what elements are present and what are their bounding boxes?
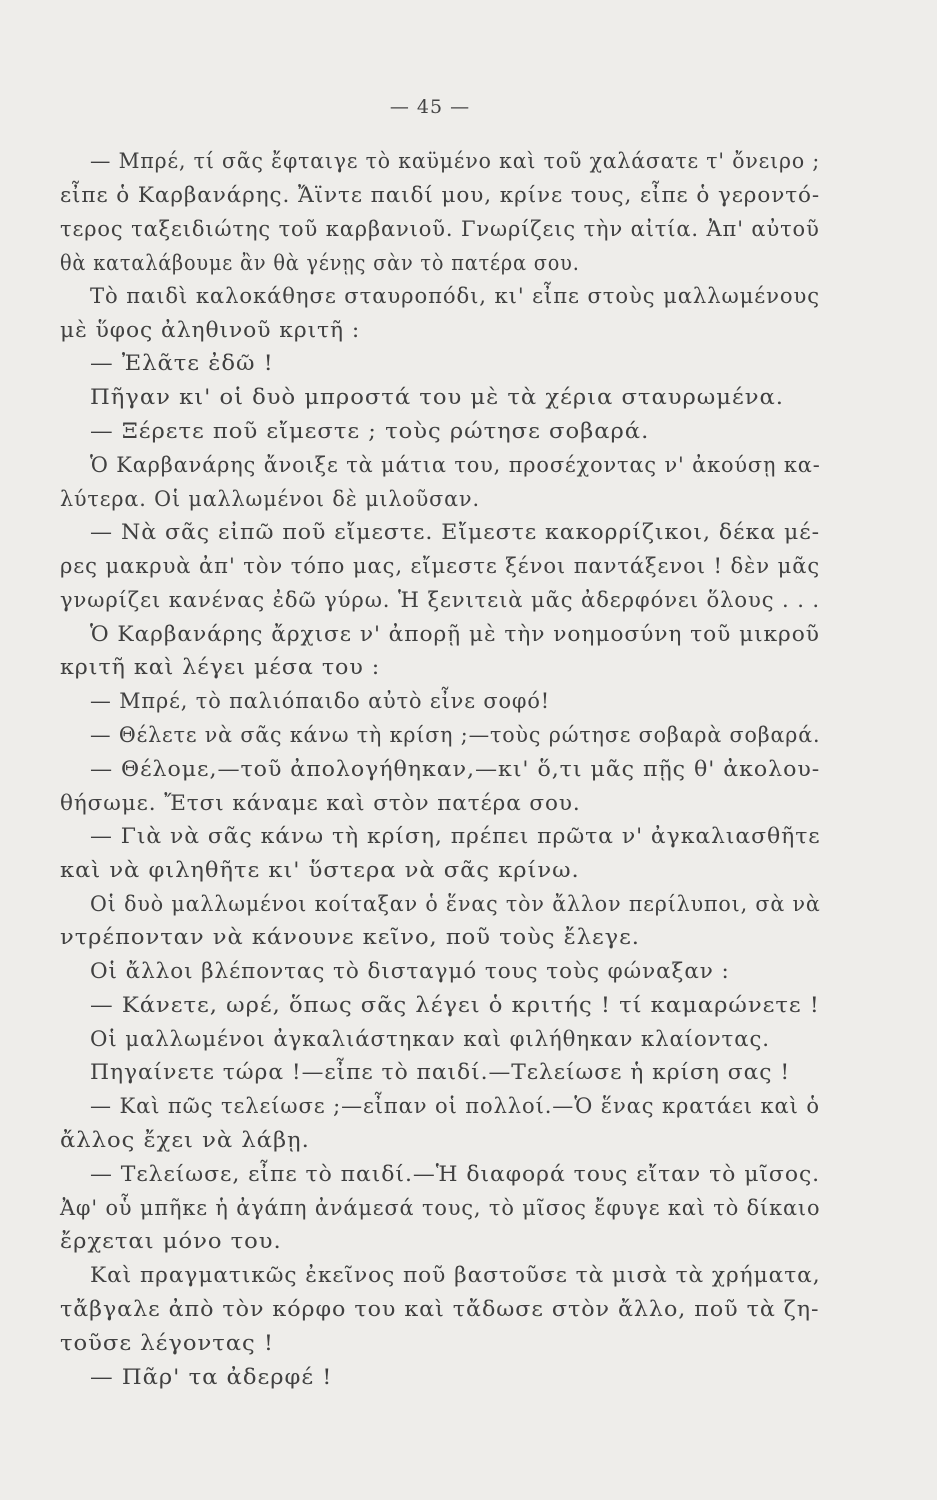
text-line: — Γιὰ νὰ σᾶς κάνω τὴ κρίση, πρέπει πρῶτα ν' ἀγκαλιασθῆτε bbox=[90, 824, 821, 848]
text-line: γνωρίζει κανένας ἐδῶ γύρω. Ἡ ξενιτειὰ μᾶς ἀδερφόνει ὅλους . . . bbox=[60, 588, 821, 612]
text-line: — Κάνετε, ωρέ, ὅπως σᾶς λέγει ὁ κριτής ! τί καμαρώνετε ! bbox=[90, 993, 820, 1017]
text-line: Πηγαίνετε τώρα !—εἶπε τὸ παιδί.—Τελείωσε ἡ κρίση σας ! bbox=[90, 1060, 791, 1084]
text-line: — Μπρέ, τί σᾶς ἔφταιγε τὸ καϋμένο καὶ τοῦ χαλάσατε τ' ὄνειρο ; bbox=[90, 149, 821, 173]
text-line: λύτερα. Οἱ μαλλωμένοι δὲ μιλοῦσαν. bbox=[60, 487, 480, 511]
text-line: — Καὶ πῶς τελείωσε ;—εἶπαν οἱ πολλοί.—Ὁ ἕνας κρατάει καὶ ὁ bbox=[90, 1094, 820, 1118]
text-line: — Πᾶρ' τα ἀδερφέ ! bbox=[90, 1365, 333, 1389]
text-line: — Μπρέ, τὸ παλιόπαιδο αὐτὸ εἶνε σοφό! bbox=[90, 689, 551, 713]
text-line: — Θέλετε νὰ σᾶς κάνω τὴ κρίση ;—τοὺς ρώτησε σοβαρὰ σοβαρά. bbox=[90, 723, 821, 747]
text-line: κριτῆ καὶ λέγει μέσα του : bbox=[60, 655, 381, 679]
text-line: — Ἐλᾶτε ἐδῶ ! bbox=[90, 351, 274, 375]
text-line: Οἱ ἄλλοι βλέποντας τὸ δισταγμό τους τοὺς φώναξαν : bbox=[90, 959, 730, 983]
text-line: τἄβγαλε ἀπὸ τὸν κόρφο του καὶ τἄδωσε στὸν ἄλλο, ποῦ τὰ ζη- bbox=[60, 1297, 820, 1321]
text-line: Ὁ Καρβανάρης ἄρχισε ν' ἀπορῇ μὲ τὴν νοημοσύνη τοῦ μικροῦ bbox=[90, 622, 820, 646]
text-line: — Θέλομε,—τοῦ ἀπολογήθηκαν,—κι' ὅ,τι μᾶς πῇς θ' ἀκολου- bbox=[90, 757, 821, 781]
text-line: Ὁ Καρβανάρης ἄνοιξε τὰ μάτια του, προσέχοντας ν' ἀκούσῃ κα- bbox=[90, 453, 821, 477]
text-line: μὲ ὕφος ἀληθινοῦ κριτῆ : bbox=[60, 318, 361, 342]
text-line: Καὶ πραγματικῶς ἐκεῖνος ποῦ βαστοῦσε τὰ μισὰ τὰ χρήματα, bbox=[90, 1263, 821, 1287]
text-line: Οἱ δυὸ μαλλωμένοι κοίταξαν ὁ ἕνας τὸν ἄλλον περίλυποι, σὰ νὰ bbox=[90, 892, 821, 916]
text-line: ντρέπονταν νὰ κάνουνε κεῖνο, ποῦ τοὺς ἔλεγε. bbox=[60, 925, 640, 949]
text-line: ρες μακρυὰ ἀπ' τὸν τόπο μας, εἴμεστε ξένοι παντάξενοι ! δὲν μᾶς bbox=[60, 554, 821, 578]
text-line: Ἀφ' οὗ μπῆκε ἡ ἀγάπη ἀνάμεσά τους, τὸ μῖσος ἔφυγε καὶ τὸ δίκαιο bbox=[60, 1196, 821, 1220]
page-number: — 45 — bbox=[389, 96, 471, 118]
text-line: Πῆγαν κι' οἱ δυὸ μπροστά του μὲ τὰ χέρια σταυρωμένα. bbox=[90, 385, 784, 409]
text-line: θὰ καταλάβουμε ἂν θὰ γένῃς σὰν τὸ πατέρα σου. bbox=[60, 251, 580, 275]
text-line: ἔρχεται μόνο του. bbox=[60, 1229, 282, 1253]
text-line: — Ξέρετε ποῦ εἴμεστε ; τοὺς ρώτησε σοβαρά. bbox=[90, 419, 650, 443]
text-line: — Τελείωσε, εἶπε τὸ παιδί.—Ἡ διαφορά τους εἴταν τὸ μῖσος. bbox=[90, 1162, 821, 1186]
text-line: Τὸ παιδὶ καλοκάθησε σταυροπόδι, κι' εἶπε στοὺς μαλλωμένους bbox=[90, 284, 821, 308]
text-line: καὶ νὰ φιληθῆτε κι' ὕστερα νὰ σᾶς κρίνω. bbox=[60, 858, 580, 882]
text-line: τοῦσε λέγοντας ! bbox=[60, 1331, 274, 1355]
text-line: ἄλλος ἔχει νὰ λάβῃ. bbox=[60, 1128, 310, 1152]
text-line: — Νὰ σᾶς εἰπῶ ποῦ εἴμεστε. Εἴμεστε κακορρίζικοι, δέκα μέ- bbox=[90, 520, 821, 544]
text-line: θήσωμε. Ἔτσι κάναμε καὶ στὸν πατέρα σου. bbox=[60, 791, 581, 815]
text-line: Οἱ μαλλωμένοι ἀγκαλιάστηκαν καὶ φιλήθηκαν κλαίοντας. bbox=[90, 1027, 770, 1051]
text-line: τερος ταξειδιώτης τοῦ καρβανιοῦ. Γνωρίζεις τὴν αἰτία. Ἀπ' αὐτοῦ bbox=[60, 217, 820, 241]
text-line: εἶπε ὁ Καρβανάρης. Ἄϊντε παιδί μου, κρίνε τους, εἶπε ὁ γεροντό- bbox=[60, 183, 821, 207]
